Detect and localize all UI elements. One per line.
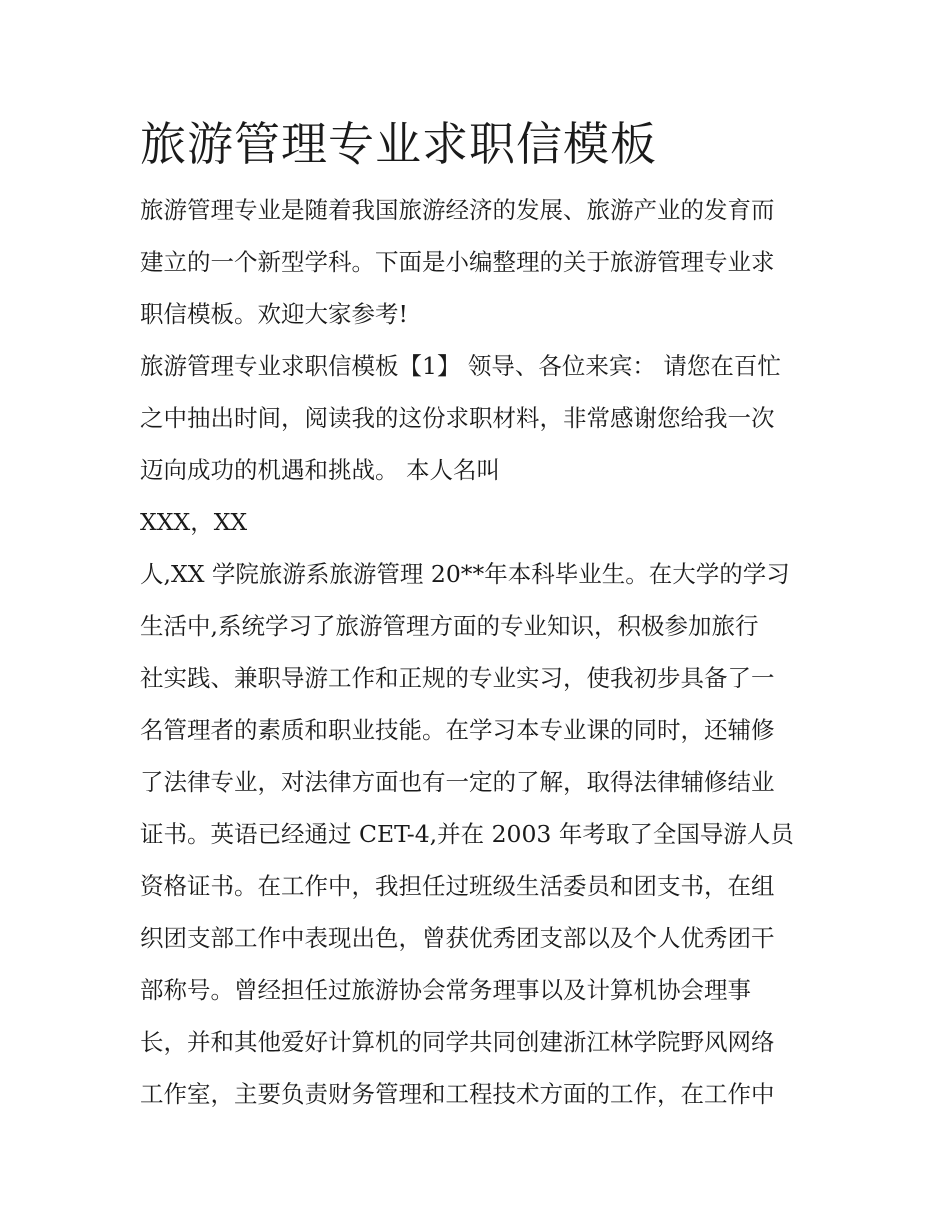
body-line: 证书。英语已经通过 CET-4,并在 2003 年考取了全国导游人员 xyxy=(140,820,794,848)
body-line: 了法律专业，对法律方面也有一定的了解，取得法律辅修结业 xyxy=(140,768,775,796)
body-line: 职信模板。欢迎大家参考! xyxy=(140,300,408,328)
body-line: 迈向成功的机遇和挑战。 本人名叫 xyxy=(140,456,500,484)
body-line: 工作室，主要负责财务管理和工程技术方面的工作，在工作中 xyxy=(140,1080,775,1108)
body-line: 之中抽出时间，阅读我的这份求职材料，非常感谢您给我一次 xyxy=(140,404,775,432)
body-line: XXX，XX xyxy=(140,508,248,536)
document-body xyxy=(140,184,820,1120)
document-title: 旅游管理专业求职信模板 xyxy=(140,117,657,171)
body-line: 织团支部工作中表现出色，曾获优秀团支部以及个人优秀团干 xyxy=(140,924,775,952)
document-page xyxy=(140,108,820,1120)
body-line: 长，并和其他爱好计算机的同学共同创建浙江林学院野风网络 xyxy=(140,1028,775,1056)
body-line: 部称号。曾经担任过旅游协会常务理事以及计算机协会理事 xyxy=(140,976,751,1004)
body-line: 建立的一个新型学科。下面是小编整理的关于旅游管理专业求 xyxy=(140,248,775,276)
body-line: 名管理者的素质和职业技能。在学习本专业课的同时，还辅修 xyxy=(140,716,775,744)
body-line: 人,XX 学院旅游系旅游管理 20**年本科毕业生。在大学的学习 xyxy=(140,560,790,588)
body-line: 资格证书。在工作中，我担任过班级生活委员和团支书，在组 xyxy=(140,872,775,900)
body-line: 旅游管理专业求职信模板【1】 领导、各位来宾： 请您在百忙 xyxy=(140,352,781,380)
body-line: 社实践、兼职导游工作和正规的专业实习，使我初步具备了一 xyxy=(140,664,775,692)
body-line: 旅游管理专业是随着我国旅游经济的发展、旅游产业的发育而 xyxy=(140,196,775,224)
body-line: 生活中,系统学习了旅游管理方面的专业知识，积极参加旅行 xyxy=(140,612,759,640)
